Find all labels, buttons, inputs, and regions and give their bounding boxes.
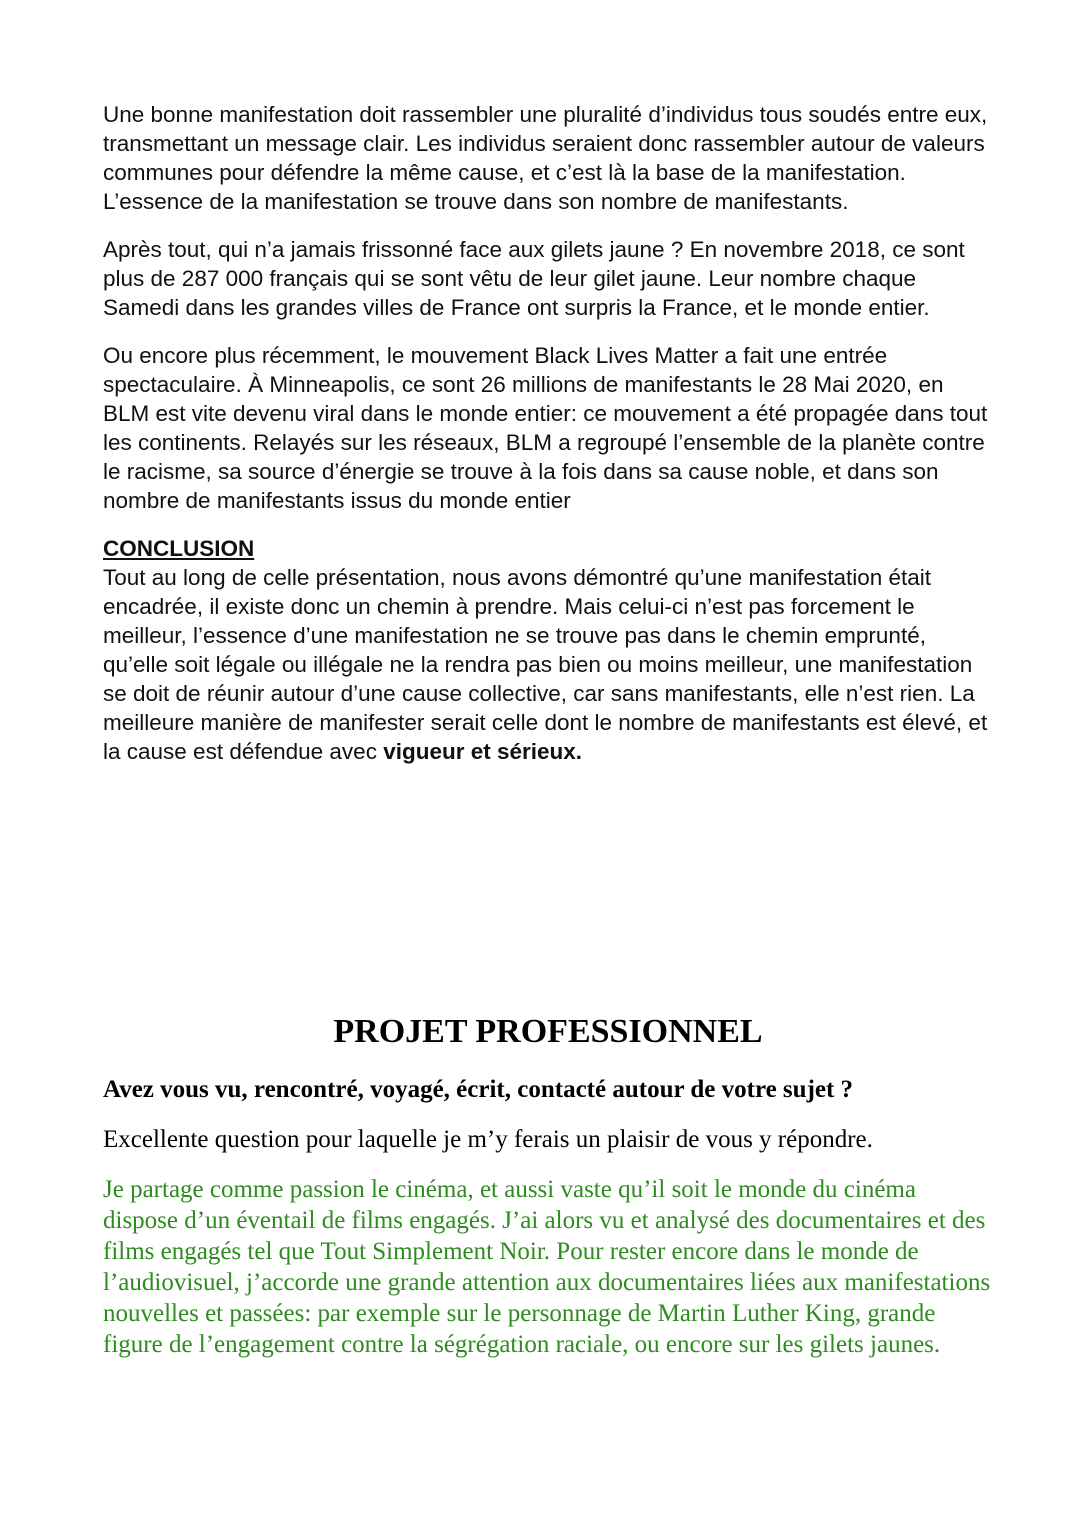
- conclusion-emphasis: vigueur et sérieux.: [383, 739, 583, 764]
- conclusion-text: Tout au long de celle présentation, nous avons démontré qu’une manifestation était encadrée, il existe donc un chemin à prendre. Mais celui-ci n’est pas forcement le meilleur, l’essence d’une manifestation ne se trouve pas dans le chemin emprunté, qu’elle soit légale ou illégale ne la rendra pas bien ou moins meilleur, une manifestation se doit de réunir autour d’une cause collective, car sans manifestants, elle n’est rien. La meilleure manière de manifester serait celle dont le nombre de manifestants est élevé, et la cause est défendue avec: [103, 565, 988, 764]
- question-text: Avez vous vu, rencontré, voyagé, écrit, contacté autour de votre sujet ?: [103, 1076, 854, 1103]
- essay-body: [103, 100, 993, 785]
- answer-intro: Excellente question pour laquelle je m’y ferais un plaisir de vous y répondre.: [103, 1126, 873, 1153]
- paragraph-essence: Une bonne manifestation doit rassembler une pluralité d’individus tous soudés entre eux, transmettant un message clair. Les individus seraient donc rassembler autour de valeurs communes pour défendre la même cause, et c’est là la base de la manifestation. L’essence de la manifestation se trouve dans son nombre de manifestants.: [103, 102, 988, 214]
- conclusion-heading: CONCLUSION: [103, 536, 255, 561]
- answer-paragraph: Je partage comme passion le cinéma, et aussi vaste qu’il soit le monde du cinéma dispose d’un éventail de films engagés. J’ai alors vu et analysé des documentaires et des films engagés tel que Tout Simplement Noir. Pour rester encore dans le monde de l’audiovisuel, j’accorde une grande attention aux documentaires liées aux manifestations nouvelles et passées: par exemple sur le personnage de Martin Luther King, grande figure de l’engagement contre la ségrégation raciale, ou encore sur les gilets jaunes.: [103, 1176, 991, 1358]
- paragraph-gilets-jaunes: Après tout, qui n’a jamais frissonné face aux gilets jaune ? En novembre 2018, ce sont plus de 287 000 français qui se sont vêtu de leur gilet jaune. Leur nombre chaque Samedi dans les grandes villes de France ont surpris la France, et le monde entier.: [103, 237, 965, 320]
- paragraph-black-lives-matter: Ou encore plus récemment, le mouvement Black Lives Matter a fait une entrée spectaculaire. À Minneapolis, ce sont 26 millions de manifestants le 28 Mai 2020, en BLM est vite devenu viral dans le monde entier: ce mouvement a été propagée dans tout les continents. Relayés sur les réseaux, BLM a regroupé l’ensemble de la planète contre le racisme, sa source d’énergie se trouve à la fois dans sa cause noble, et dans son nombre de manifestants issus du monde entier: [103, 343, 988, 513]
- projet-professionnel-section: [103, 1010, 993, 1360]
- conclusion-body: [103, 563, 993, 766]
- section-title: PROJET PROFESSIONNEL: [333, 1013, 763, 1050]
